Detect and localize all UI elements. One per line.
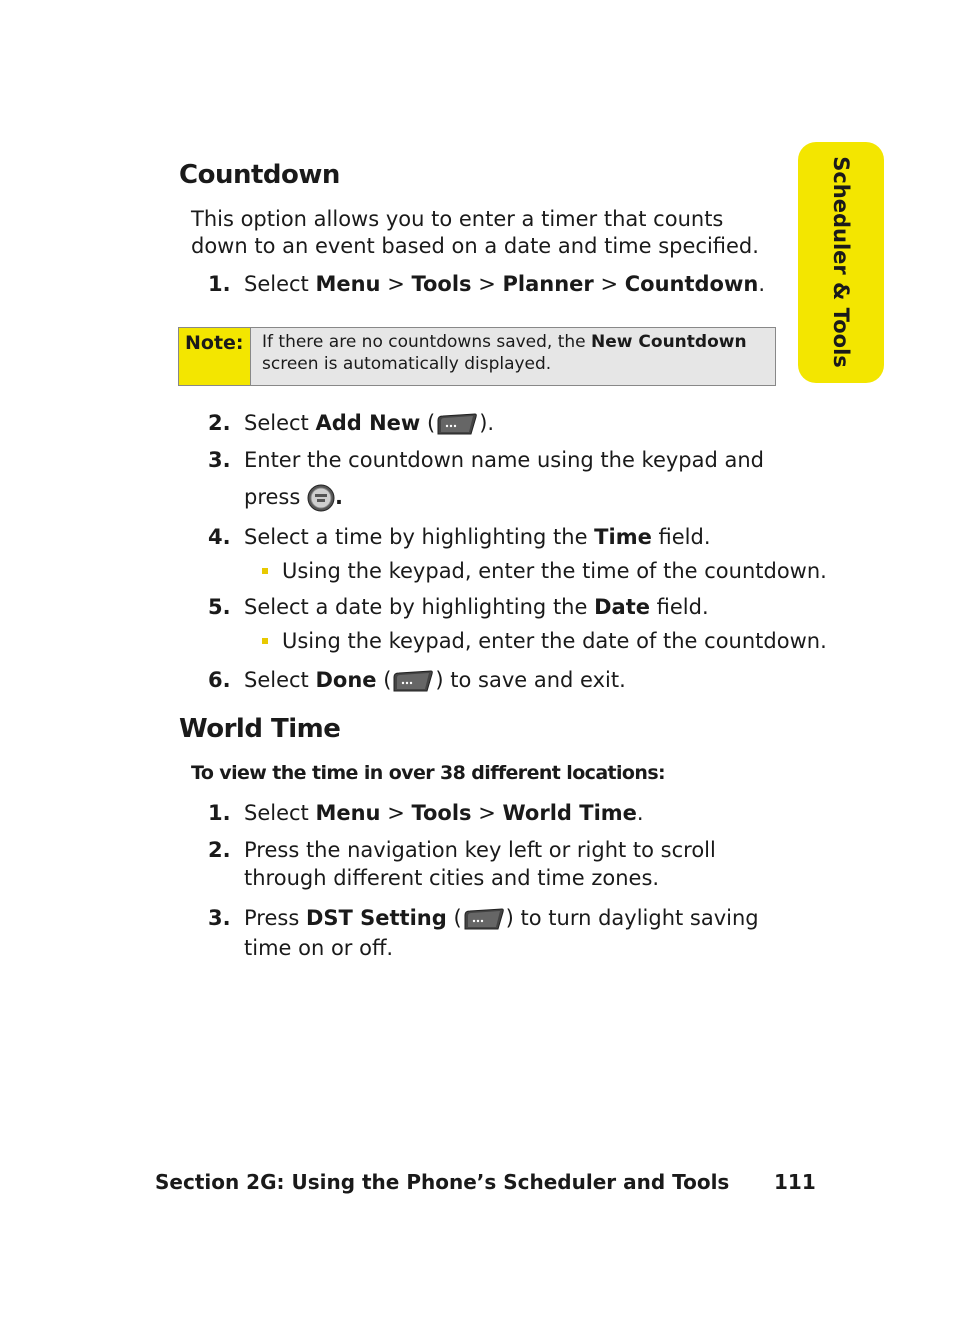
step-text: Select a date by highlighting the Date field.: [244, 595, 709, 619]
step-number: 1.: [208, 272, 231, 296]
step-number: 6.: [208, 668, 231, 692]
countdown-heading: Countdown: [179, 160, 340, 190]
note-label: Note:: [179, 328, 251, 385]
bullet-square-icon: [262, 568, 268, 574]
world-time-heading: World Time: [179, 714, 341, 744]
softkey-icon: [391, 669, 435, 693]
step-number: 2.: [208, 838, 231, 862]
step-text: Press DST Setting ( ) to turn daylight saving time on or off.: [244, 906, 759, 960]
step-text: Select Menu > Tools > World Time.: [244, 801, 644, 825]
menu-ok-key-icon: [307, 484, 335, 512]
step-text: Select Menu > Tools > Planner > Countdown.: [244, 272, 766, 296]
step-text: Select Add New ( ).: [244, 411, 495, 435]
bullet-square-icon: [262, 638, 268, 644]
note-box: [178, 327, 776, 386]
step-text: Select a time by highlighting the Time field.: [244, 525, 711, 549]
step-text: Select Done ( ) to save and exit.: [244, 668, 626, 692]
step-text: press .: [244, 483, 789, 512]
note-text: If there are no countdowns saved, the New Countdown screen is automatically displayed.: [262, 332, 747, 374]
step-number: 3.: [208, 906, 231, 930]
world-time-subheading: To view the time in over 38 different locations:: [191, 762, 666, 784]
step-number: 5.: [208, 595, 231, 619]
section-side-tab: [798, 142, 884, 383]
step-text: Press the navigation key left or right to scroll through different cities and time zones.: [244, 838, 716, 890]
step-number: 2.: [208, 411, 231, 435]
step-text: Enter the countdown name using the keypad and: [244, 448, 765, 472]
footer-section-title: Section 2G: Using the Phone’s Scheduler and Tools: [155, 1170, 730, 1194]
step-number: 1.: [208, 801, 231, 825]
countdown-intro: This option allows you to enter a timer that counts down to an event based on a date and time specified.: [191, 207, 759, 258]
bullet-text: Using the keypad, enter the date of the countdown.: [282, 629, 827, 653]
step-number: 3.: [208, 448, 231, 472]
bullet-text: Using the keypad, enter the time of the countdown.: [282, 559, 827, 583]
softkey-icon: [462, 907, 506, 931]
footer-page-number: 111: [774, 1170, 816, 1194]
softkey-icon: [435, 412, 479, 436]
side-tab-label: Scheduler & Tools: [829, 156, 853, 368]
step-number: 4.: [208, 525, 231, 549]
